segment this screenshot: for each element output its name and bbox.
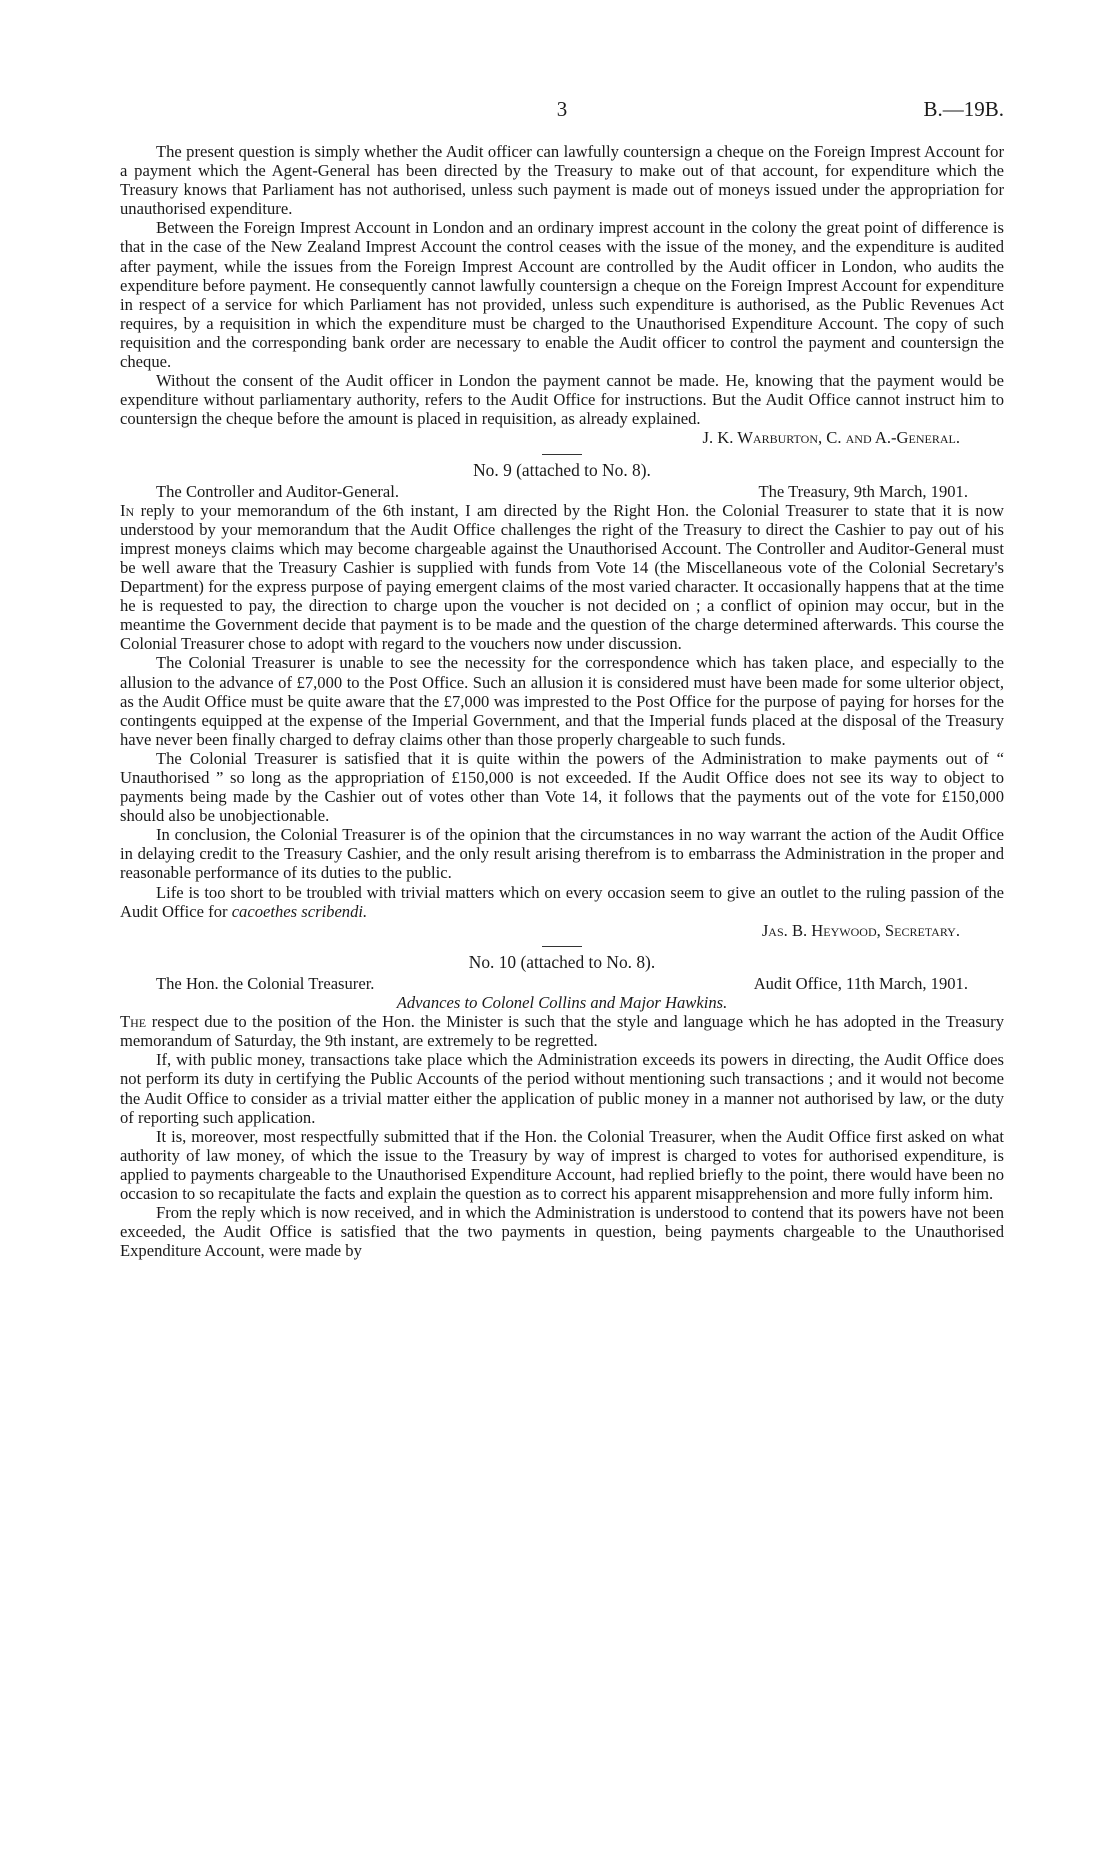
divider [542,454,582,455]
paragraph [120,883,1004,921]
divider [542,946,582,947]
paragraph: The present question is simply whether the Audit officer can lawfully countersign a cheque on the Foreign Imprest Account for a payment which the Agent-General has been directed by the Treasury to make out of that account, for expenditure which the Treasury knows that Parliament has not authorised, unless such payment is made out of moneys issued under the appropriation for unauthorised expenditure. [120,142,1004,219]
signature-warburton: J. K. Warburton, C. and A.-General. [702,428,960,448]
paragraph: In conclusion, the Colonial Treasurer is of the opinion that the circumstances in no way warrant the action of the Audit Office in delaying credit to the Treasury Cashier, and the only result arising therefrom is to embarrass the Administration in the proper and reasonable performance of its duties to the public. [120,825,1004,883]
memo-title: No. 9 (attached to No. 8). [473,459,651,480]
paragraph: Without the consent of the Audit officer in London the payment cannot be made. He, knowing that the payment would be expenditure without parliamentary authority, refers to the Audit Office for instructions. But the Audit Office cannot instruct him to countersign the cheque before the amount is placed in requisition, as already explained. [120,371,1004,429]
lead-word: In [120,500,135,520]
document-reference: B.—19B. [923,97,1004,121]
paragraph-text: respect due to the position of the Hon. the Minister is such that the style and language which he has adopted in the Treasury memorandum of Saturday, the 9th instant, are extremely to be regretted. [120,1012,1004,1051]
paragraph [120,1012,1004,1050]
memo-address-row [120,482,1004,501]
page-number: 3 [556,97,568,121]
paragraph: The Colonial Treasurer is satisfied that it is quite within the powers of the Administration to make payments out of “ Unauthorised ” so long as the appropriation of £150,000 is not exceeded. If the Audit Office does not see its way to object to payments being made by the Cashier out of votes other than Vote 14, it follows that the payments out of the vote for £150,000 should also be unobjectionable. [120,748,1004,826]
paragraph: It is, moreover, most respectfully submitted that if the Hon. the Colonial Treasurer, when the Audit Office first asked on what authority of law money, of which the issue to the Treasury by way of imprest is charged to votes for authorised expenditure, is applied to payments chargeable to the Unauthorised Expenditure Account, had replied briefly to the point, there would have been no occasion to so recapitulate the facts and explain the question as to correct his apparent misapprehension and more fully inform him. [120,1126,1004,1203]
page-header [120,97,1004,130]
signature-heywood: Jas. B. Heywood, Secretary. [761,920,960,940]
memo-address-row [120,974,1004,993]
paragraph: The Colonial Treasurer is unable to see the necessity for the correspondence which has taken place, and especially to the allusion to the advance of £7,000 to the Post Office. Such an allusion it is considered must have been made for some ulterior object, as the Audit Office must be quite aware that the £7,000 was imprested to the Post Office for the purpose of paying for horses for the contingents equipped at the expense of the Imperial Government, and that the Imperial funds placed at the disposal of the Treasury have never been finally charged to defray claims other than those properly chargeable to such funds. [120,653,1004,749]
section-1 [120,142,1004,448]
italic-phrase: cacoethes scribendi. [231,901,368,921]
memo-subtitle: Advances to Colonel Collins and Major Hawkins. [396,993,728,1013]
paragraph: Between the Foreign Imprest Account in London and an ordinary imprest account in the colony the great point of difference is that in the case of the New Zealand Imprest Account the control ceases with the issue of the money, and the expenditure is audited after payment, while the issues from the Foreign Imprest Account are controlled by the Audit officer in London, who audits the expenditure before payment. He consequently cannot lawfully countersign a cheque on the Foreign Imprest Account for expenditure in respect of a service for which Parliament has not provided, unless such expenditure is authorised, as the Public Revenues Act requires, by a requisition in which the expenditure must be charged to the Unauthorised Expenditure Account. The copy of such requisition and the corresponding bank order are necessary to enable the Audit officer to control the payment and countersign the cheque. [120,218,1004,372]
paragraph: From the reply which is now received, and in which the Administration is understood to contend that its powers have not been exceeded, the Audit Office is satisfied that the two payments in question, being payments chargeable to the Unauthorised Expenditure Account, were made by [120,1203,1004,1261]
memo-title: No. 10 (attached to No. 8). [468,951,656,972]
paragraph-text: Life is too short to be troubled with trivial matters which on every occasion seem to give an outlet to the ruling passion of the Audit Office for [120,882,1004,921]
section-2 [120,461,1004,940]
paragraph [120,501,1004,654]
paragraph-text: reply to your memorandum of the 6th instant, I am directed by the Right Hon. the Colonial Treasurer to state that it is now understood by your memorandum that the Audit Office challenges the right of the Treasury to direct the Cashier to pay out of his imprest moneys claims which may become chargeable against the Unauthorised Account. The Controller and Auditor-General must be well aware that the Treasury Cashier is supplied with funds from Vote 14 (the Miscellaneous vote of the Colonial Secretary's Department) for the express purpose of paying emergent claims of the most varied character. It occasionally happens that at the time he is requested to pay, the direction to charge upon the voucher is not decided on ; a conflict of opinion may occur, but in the meantime the Government decide that payment is to be made and the question of the charge determined afterwards. This course the Colonial Treasurer chose to adopt with regard to the vouchers now under discussion. [120,500,1004,654]
memo-place-date: Audit Office, 11th March, 1901. [753,973,968,993]
memo-recipient: The Controller and Auditor-General. [156,481,399,501]
section-3 [120,953,1004,1261]
lead-word: The [120,1012,147,1032]
memo-place-date: The Treasury, 9th March, 1901. [758,481,968,501]
memo-recipient: The Hon. the Colonial Treasurer. [156,973,375,993]
paragraph: If, with public money, transactions take place which the Administration exceeds its powers in directing, the Audit Office does not perform its duty in certifying the Public Accounts of the period without mentioning such transactions ; and it would not become the Audit Office to consider as a trivial matter either the application of public money in a manner not authorised by law, or the duty of reporting such application. [120,1050,1004,1127]
